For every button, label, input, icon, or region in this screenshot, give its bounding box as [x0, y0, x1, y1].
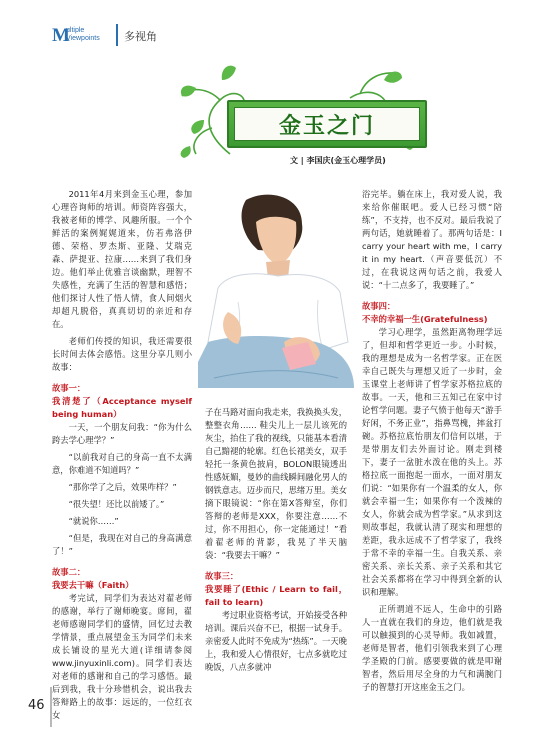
page-header — [52, 22, 512, 48]
paragraph: 学习心理学，虽然距离物理学远了，但却和哲学更近一步。小时候，我的理想是成为一名哲学家。正在医幸自己既失与理想又近了一步时，金玉课堂上老师讲了哲学家苏格拉底的故事。一天，他和三五知己在家中讨论哲学问题。妻子气愤于他每天“游手好闲，不务正业”，指鼻骂槐，摔盆打碗。苏格拉底怡朋友们信何以堪，于是带朋友们去外面讨论。刚走到楼下，妻子一盆脏水泼在他的头上。苏格拉底一面抱起一面水，一面对朋友们说：“如果你有一个温柔的女人，你就会幸福一生；如果你有一个泼辣的女人，你就会成为哲学家。”从求到这则故事起，我就认清了现实和理想的差距，我永远成不了哲学家了，我终于常不幸的幸福一生。自我关系、亲密关系、亲长关系、亲子关系和其它社会关系都将在学习中得到全新的认识和理解。 — [362, 327, 502, 597]
paragraph: “就说你……” — [68, 516, 119, 526]
paragraph: “但是，我现在对自己的身高满意了！” — [52, 533, 192, 556]
story-heading: 故事四： — [362, 301, 396, 311]
logo-line1: ultiple — [66, 27, 85, 34]
paragraph: “很失望！还比以前矮了。” — [68, 499, 165, 509]
paragraph: “以前我对自己的身高一直不太满意，你难道不知道吗？” — [52, 452, 192, 475]
article-author: 文 | 李国庆(金玉心理学员) — [290, 156, 386, 165]
paragraph: 浴完毕。躺在床上，我对爱人说，我来给你催眠吧。爱人已经习惯“陪练”，不支持，也不反对。最后我说了两句话，她就睡着了。那两句话是：I carry your heart with me，I carry it in my heart.（声音要低沉）不过，在我说这两句话之前，我爱人说：“十二点多了，我要睡了。” — [362, 189, 502, 290]
header-divider — [116, 24, 118, 46]
logo-letter: M — [52, 25, 70, 46]
paragraph: 正所谓道不远人，生命中的引路人一直就在我们的身边，他们就是我可以触摸到的心灵导师。我如减置，老师是智者，他们引领我来到了心理学圣殿的门前。感要要做的就是叩谢智者，然后用尽全身的力气和满腕门子的智慧打开这座金玉之门。 — [362, 604, 502, 692]
title-banner — [227, 100, 427, 148]
story-heading: 故事二： — [52, 567, 86, 577]
paragraph: 老师们传授的知识，我还需要很长时间去体会感悟。这里分享几则小故事： — [52, 336, 192, 372]
paragraph: 一天，一个朋友问我：“你为什么跨去学心理学？” — [52, 422, 192, 445]
text-column-2 — [205, 406, 347, 678]
logo-line2: Viewpoints — [66, 35, 100, 42]
paragraph: 考过职业资格考试，开始接受各种培训。课后兴奋不已，根据一试身手。亲密爱人此时不免成为“热练”。一天晚上，我和爱人心情很好，七点多就吃过晚饭，八点多就冲 — [205, 610, 347, 672]
article-title: 金玉之门 — [278, 113, 375, 139]
man-illustration-icon — [198, 192, 356, 404]
story-heading: 我清楚了（Acceptance myself being human） — [52, 396, 192, 419]
section-name: 多视角 — [124, 30, 157, 43]
text-column-3 — [362, 188, 502, 698]
story-heading: 故事一： — [52, 383, 86, 393]
paragraph: 2011年4月来到金玉心理，参加心理咨询师的培训。师资阵容强大，我被老师的博学、风趣所服。一个个鲜活的案例娓娓道来，仿若弗洛伊德、荣格、罗杰斯、亚隆、艾瑞克森、萨提亚、拉康……来到了我们身边。他们举止优雅言谈幽默，理智不失感性，充满了生活的智慧和感悟；他们探讨人性了悟人情，食人间烟火却超凡脱俗，真真切切的亲近和存在。 — [52, 189, 192, 329]
text-column-1 — [52, 188, 192, 726]
page-number: 46 — [28, 698, 45, 713]
story-heading: 我要睡了(Ethic / Learn to fail，fail to learn) — [205, 584, 347, 607]
story-heading: 不幸的幸福一生(Gratefulness) — [362, 314, 488, 324]
story-heading: 我要去干嘛（Faith） — [52, 580, 134, 590]
story-heading: 故事三： — [205, 571, 239, 581]
footer-divider — [50, 687, 52, 727]
title-panel — [234, 107, 420, 141]
paragraph: “那你学了之后，效果咋样？” — [68, 482, 177, 492]
paragraph: 子在马路对面向我走来，我换换头发，整整衣角…… 鞋尖儿上一层儿该死的灰尘，抬住了我的视线，只能基本看清自己黯褪的轮廓。红色长裙美女，双手轻托一条黄色披肩，BOLON眼镜透出性感妩媚，曼妙的曲线瞬间融化男人的钢铁意志。迈步而尺，思绪万里。美女摘下眼镜说：“你在第X答辩室，你们答辩的老师是XXX，你要注意……不过，你不用担心，你一定能通过！”看着翟老师的背影，我晃了半天脑袋：“我要去干嘛？” — [205, 407, 347, 560]
paragraph: 考完试，同学们为表达对翟老师的感谢，举行了谢师晚宴。席间，翟老师感谢同学们的盛情，回忆过去教学情景，重点展望金玉为同学们未来成长铺设的星光大道(详细请参阅www.jinyuxinli.com)。同学们表达对老师的感谢和自己的学习感悟。最后到我，我十分珍惜机会，说出我去答辩路上的故事：远远的，一位红衣女 — [52, 593, 192, 720]
